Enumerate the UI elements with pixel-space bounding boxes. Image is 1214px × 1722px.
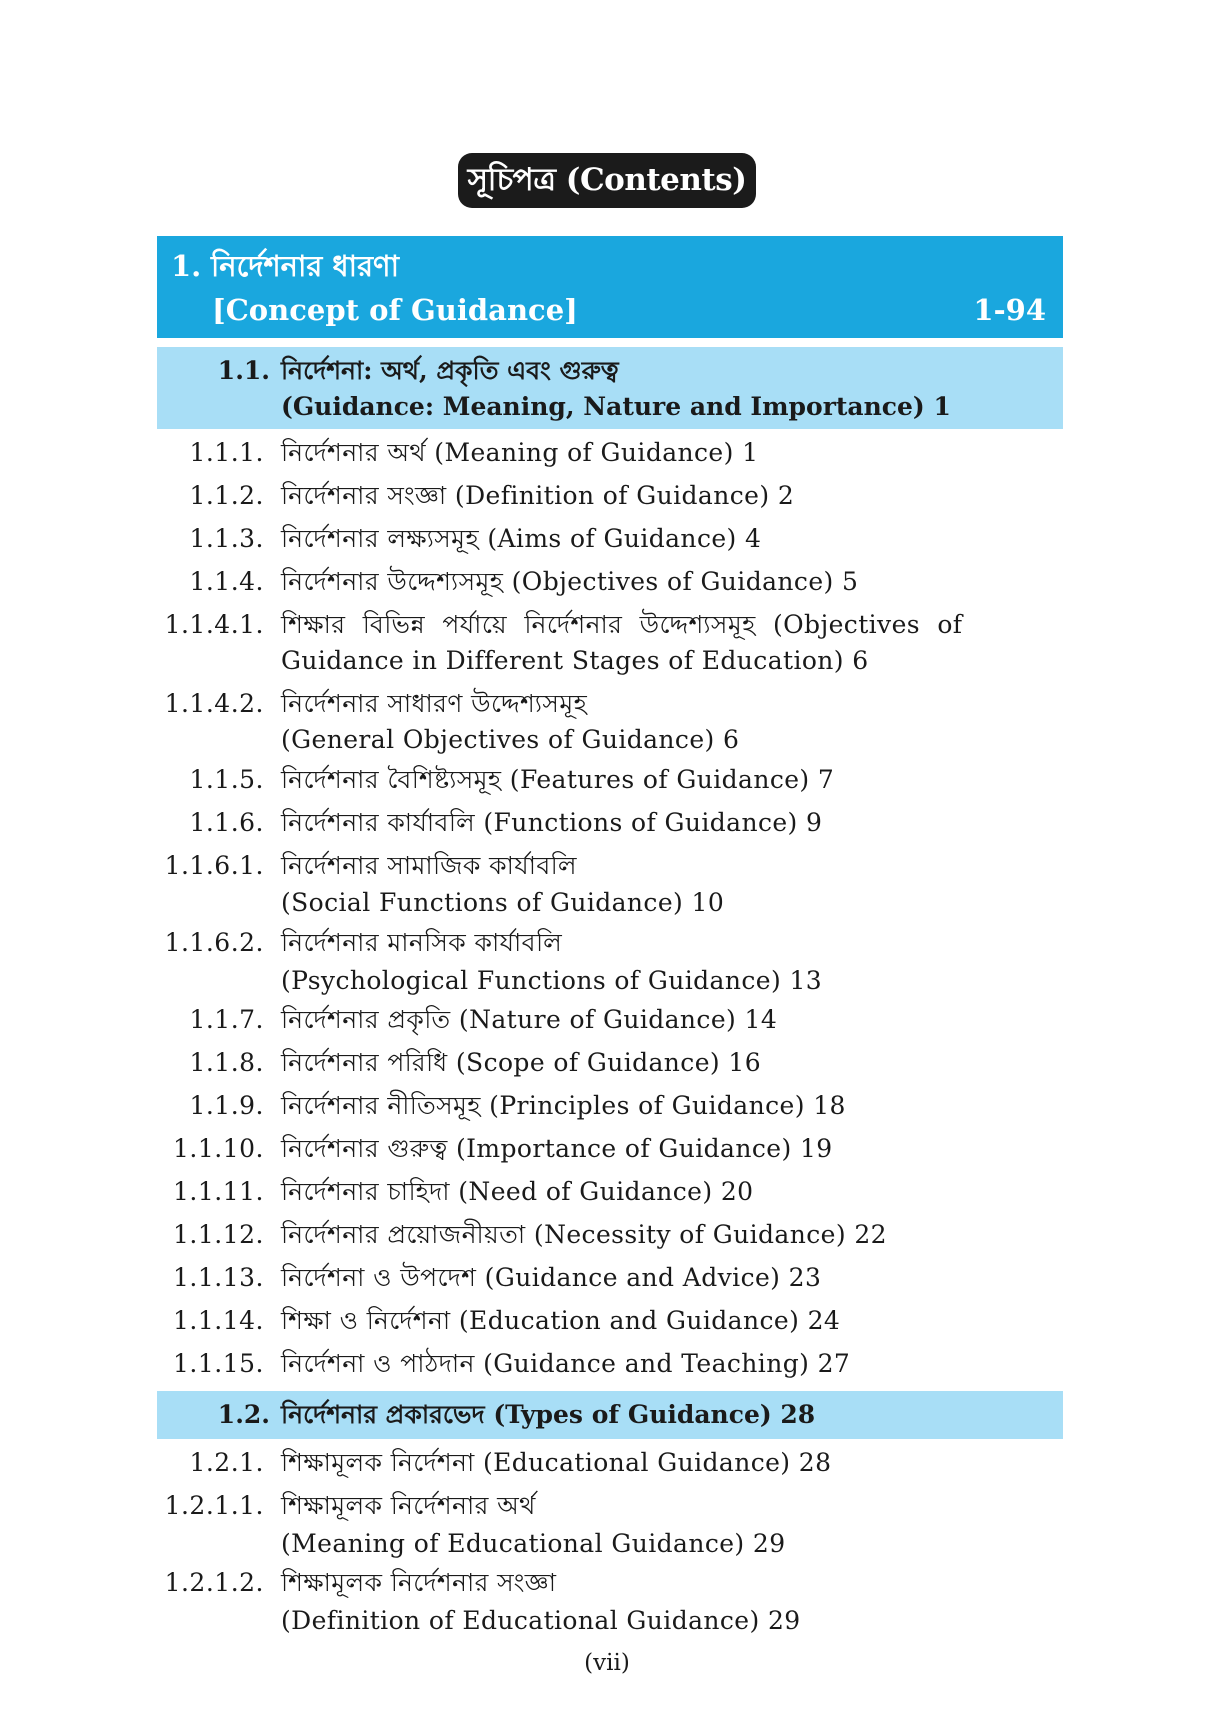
entry-title: নির্দেশনার সামাজিক কার্যাবলি [281, 851, 577, 880]
entry-number: 1.1.12. [173, 1220, 264, 1249]
toc-entry [0, 762, 1214, 798]
entry-number: 1.1.4. [189, 567, 264, 596]
toc-entry [0, 1260, 1214, 1296]
entry-number: 1.1.6.1. [164, 851, 264, 880]
toc-entry [0, 1174, 1214, 1210]
entry-title: নির্দেশনা ও উপদেশ (Guidance and Advice) 23 [281, 1263, 822, 1292]
toc-entry [0, 1002, 1214, 1038]
entry-title: নির্দেশনার প্রয়োজনীয়তা (Necessity of Guidance) 22 [281, 1220, 887, 1249]
entry-number: 1.2.1.2. [164, 1568, 264, 1597]
entry-number: 1.1.3. [189, 524, 264, 553]
entry-number: 1.1.6. [189, 808, 264, 837]
toc-entry-continuation [0, 963, 1214, 999]
toc-entry [0, 1217, 1214, 1253]
toc-entry [0, 435, 1214, 471]
entry-number: 1.2.1.1. [164, 1491, 264, 1520]
toc-entry [0, 1131, 1214, 1167]
entry-number: 1.1.15. [173, 1349, 264, 1378]
toc-entry [0, 1488, 1214, 1524]
toc-entry [0, 607, 1214, 643]
chapter-title-bengali: নির্দেশনার ধারণা [211, 249, 399, 283]
section-number: 1.2. [217, 1400, 270, 1429]
entry-title: নির্দেশনার বৈশিষ্ট্যসমূহ (Features of Guidance) 7 [281, 765, 835, 794]
entry-number: 1.1.4.1. [164, 610, 264, 639]
toc-entry [0, 1445, 1214, 1481]
toc-entry [0, 1045, 1214, 1081]
entry-title: শিক্ষামূলক নির্দেশনার সংজ্ঞা [281, 1568, 557, 1597]
toc-entry [0, 521, 1214, 557]
toc-entry [0, 1303, 1214, 1339]
entry-title-continuation: (General Objectives of Guidance) 6 [281, 725, 740, 754]
entry-title: শিক্ষা ও নির্দেশনা (Education and Guidance) 24 [281, 1306, 841, 1335]
toc-entry-continuation [0, 643, 1214, 679]
section-title-english: (Guidance: Meaning, Nature and Importance) 1 [281, 392, 951, 421]
toc-entry [0, 478, 1214, 514]
contents-heading-wrap [0, 153, 1214, 208]
entry-title: নির্দেশনার গুরুত্ব (Importance of Guidance) 19 [281, 1134, 833, 1163]
entry-title: শিক্ষামূলক নির্দেশনা (Educational Guidance) 28 [281, 1448, 832, 1477]
entry-title: শিক্ষামূলক নির্দেশনার অর্থ [281, 1491, 536, 1520]
entry-title: নির্দেশনার লক্ষ্যসমূহ (Aims of Guidance) 4 [281, 524, 762, 553]
entry-number: 1.1.8. [189, 1048, 264, 1077]
entry-number: 1.2.1. [189, 1448, 264, 1477]
entry-number: 1.1.7. [189, 1005, 264, 1034]
chapter-title-english: [Concept of Guidance] [212, 293, 578, 327]
entry-number: 1.1.6.2. [164, 928, 264, 957]
toc-entry-continuation [0, 1526, 1214, 1562]
entry-title-continuation: (Meaning of Educational Guidance) 29 [281, 1529, 786, 1558]
entry-title: নির্দেশনার পরিধি (Scope of Guidance) 16 [281, 1048, 762, 1077]
entry-number: 1.1.1. [189, 438, 264, 467]
entry-title: নির্দেশনার মানসিক কার্যাবলি [281, 928, 563, 957]
entry-number: 1.1.13. [173, 1263, 264, 1292]
entry-title: নির্দেশনার অর্থ (Meaning of Guidance) 1 [281, 438, 759, 467]
toc-entry-continuation [0, 885, 1214, 921]
toc-entry [0, 1346, 1214, 1382]
chapter-page-range: 1-94 [973, 293, 1046, 327]
entry-number: 1.1.5. [189, 765, 264, 794]
entry-title: নির্দেশনার কার্যাবলি (Functions of Guidance) 9 [281, 808, 823, 837]
contents-title: সূচিপত্র (Contents) [458, 153, 757, 208]
entry-title: নির্দেশনার নীতিসমূহ (Principles of Guidance) 18 [281, 1091, 846, 1120]
toc-entry [0, 686, 1214, 722]
entry-title-continuation: Guidance in Different Stages of Education) 6 [281, 646, 869, 675]
entry-title: নির্দেশনার সংজ্ঞা (Definition of Guidance) 2 [281, 481, 795, 510]
toc-entry [0, 1565, 1214, 1601]
entry-title: নির্দেশনার প্রকৃতি (Nature of Guidance) 14 [281, 1005, 778, 1034]
entry-number: 1.1.2. [189, 481, 264, 510]
entry-number: 1.1.4.2. [164, 689, 264, 718]
entry-title: নির্দেশনার চাহিদা (Need of Guidance) 20 [281, 1177, 754, 1206]
section-title-bengali: নির্দেশনা: অর্থ, প্রকৃতি এবং গুরুত্ব [281, 356, 619, 385]
chapter-header [157, 236, 1063, 338]
section-header [157, 347, 1063, 429]
chapter-number: 1. [171, 249, 202, 283]
entry-title: নির্দেশনা ও পাঠদান (Guidance and Teaching) 27 [281, 1349, 851, 1378]
page-number: (vii) [584, 1650, 630, 1676]
toc-entry [0, 1088, 1214, 1124]
entry-number: 1.1.10. [173, 1134, 264, 1163]
toc-entry [0, 925, 1214, 961]
section-title: নির্দেশনার প্রকারভেদ (Types of Guidance) 28 [281, 1400, 816, 1429]
entry-title-continuation: (Definition of Educational Guidance) 29 [281, 1606, 801, 1635]
entry-number: 1.1.11. [173, 1177, 264, 1206]
entry-title: নির্দেশনার সাধারণ উদ্দেশ্যসমূহ [281, 689, 588, 718]
section-header [157, 1391, 1063, 1439]
toc-entry-continuation [0, 722, 1214, 758]
entry-number: 1.1.14. [173, 1306, 264, 1335]
entry-title-continuation: (Social Functions of Guidance) 10 [281, 888, 725, 917]
entry-number: 1.1.9. [189, 1091, 264, 1120]
toc-entry [0, 564, 1214, 600]
entry-title-continuation: (Psychological Functions of Guidance) 13 [281, 966, 823, 995]
toc-entry [0, 805, 1214, 841]
entry-title: শিক্ষার বিভিন্ন পর্যায়ে নির্দেশনার উদ্দেশ্যসমূহ (Objectives of [281, 610, 963, 639]
section-number: 1.1. [217, 356, 270, 385]
toc-entry-continuation [0, 1603, 1214, 1639]
toc-entry [0, 848, 1214, 884]
entry-title: নির্দেশনার উদ্দেশ্যসমূহ (Objectives of Guidance) 5 [281, 567, 859, 596]
